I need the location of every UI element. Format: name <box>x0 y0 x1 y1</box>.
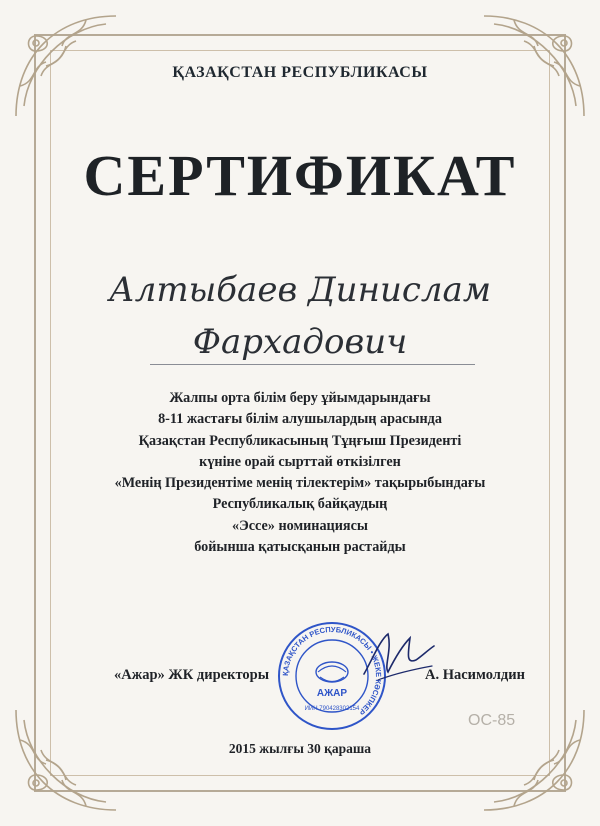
document-code: ОС-85 <box>468 712 516 729</box>
certificate-body <box>60 388 540 558</box>
recipient-name-line-1: Алтыбаев Динислам <box>108 270 492 310</box>
country-heading: ҚАЗАҚСТАН РЕСПУБЛИКАСЫ <box>172 64 428 81</box>
body-line: 8-11 жастағы білім алушылардың арасында <box>158 411 442 428</box>
body-line: күніне орай сырттай өткізілген <box>199 453 401 470</box>
stamp-center-text: АЖАР <box>316 688 348 699</box>
stamp-bin-text: ИИН 790428302154 <box>304 706 360 712</box>
recipient-name-line-2: Фархадович <box>192 322 408 362</box>
director-label: «Ажар» ЖК директоры <box>114 667 270 683</box>
name-underline <box>150 364 475 365</box>
body-line: «Эссе» номинациясы <box>232 517 368 534</box>
stamp-ring-text: ҚАЗАҚСТАН РЕСПУБЛИКАСЫ • ЖЕКЕ КӘСІПКЕР <box>280 624 384 717</box>
body-line: бойынша қатысқанын растайды <box>194 539 406 556</box>
signer-name: А. Насимолдин <box>425 667 525 683</box>
corner-ornament-bottom-left <box>6 700 126 820</box>
certificate-title: СЕРТИФИКАТ <box>83 143 517 208</box>
body-line: Қазақстан Республикасының Тұңғыш Президенті <box>138 432 462 449</box>
body-line: «Менің Президентіме менің тілектерім» тақырыбындағы <box>114 475 486 492</box>
body-line: Республикалық байқаудың <box>212 496 388 513</box>
issue-date: 2015 жылғы 30 қараша <box>228 741 372 756</box>
body-line: Жалпы орта білім беру ұйымдарындағы <box>169 390 431 406</box>
